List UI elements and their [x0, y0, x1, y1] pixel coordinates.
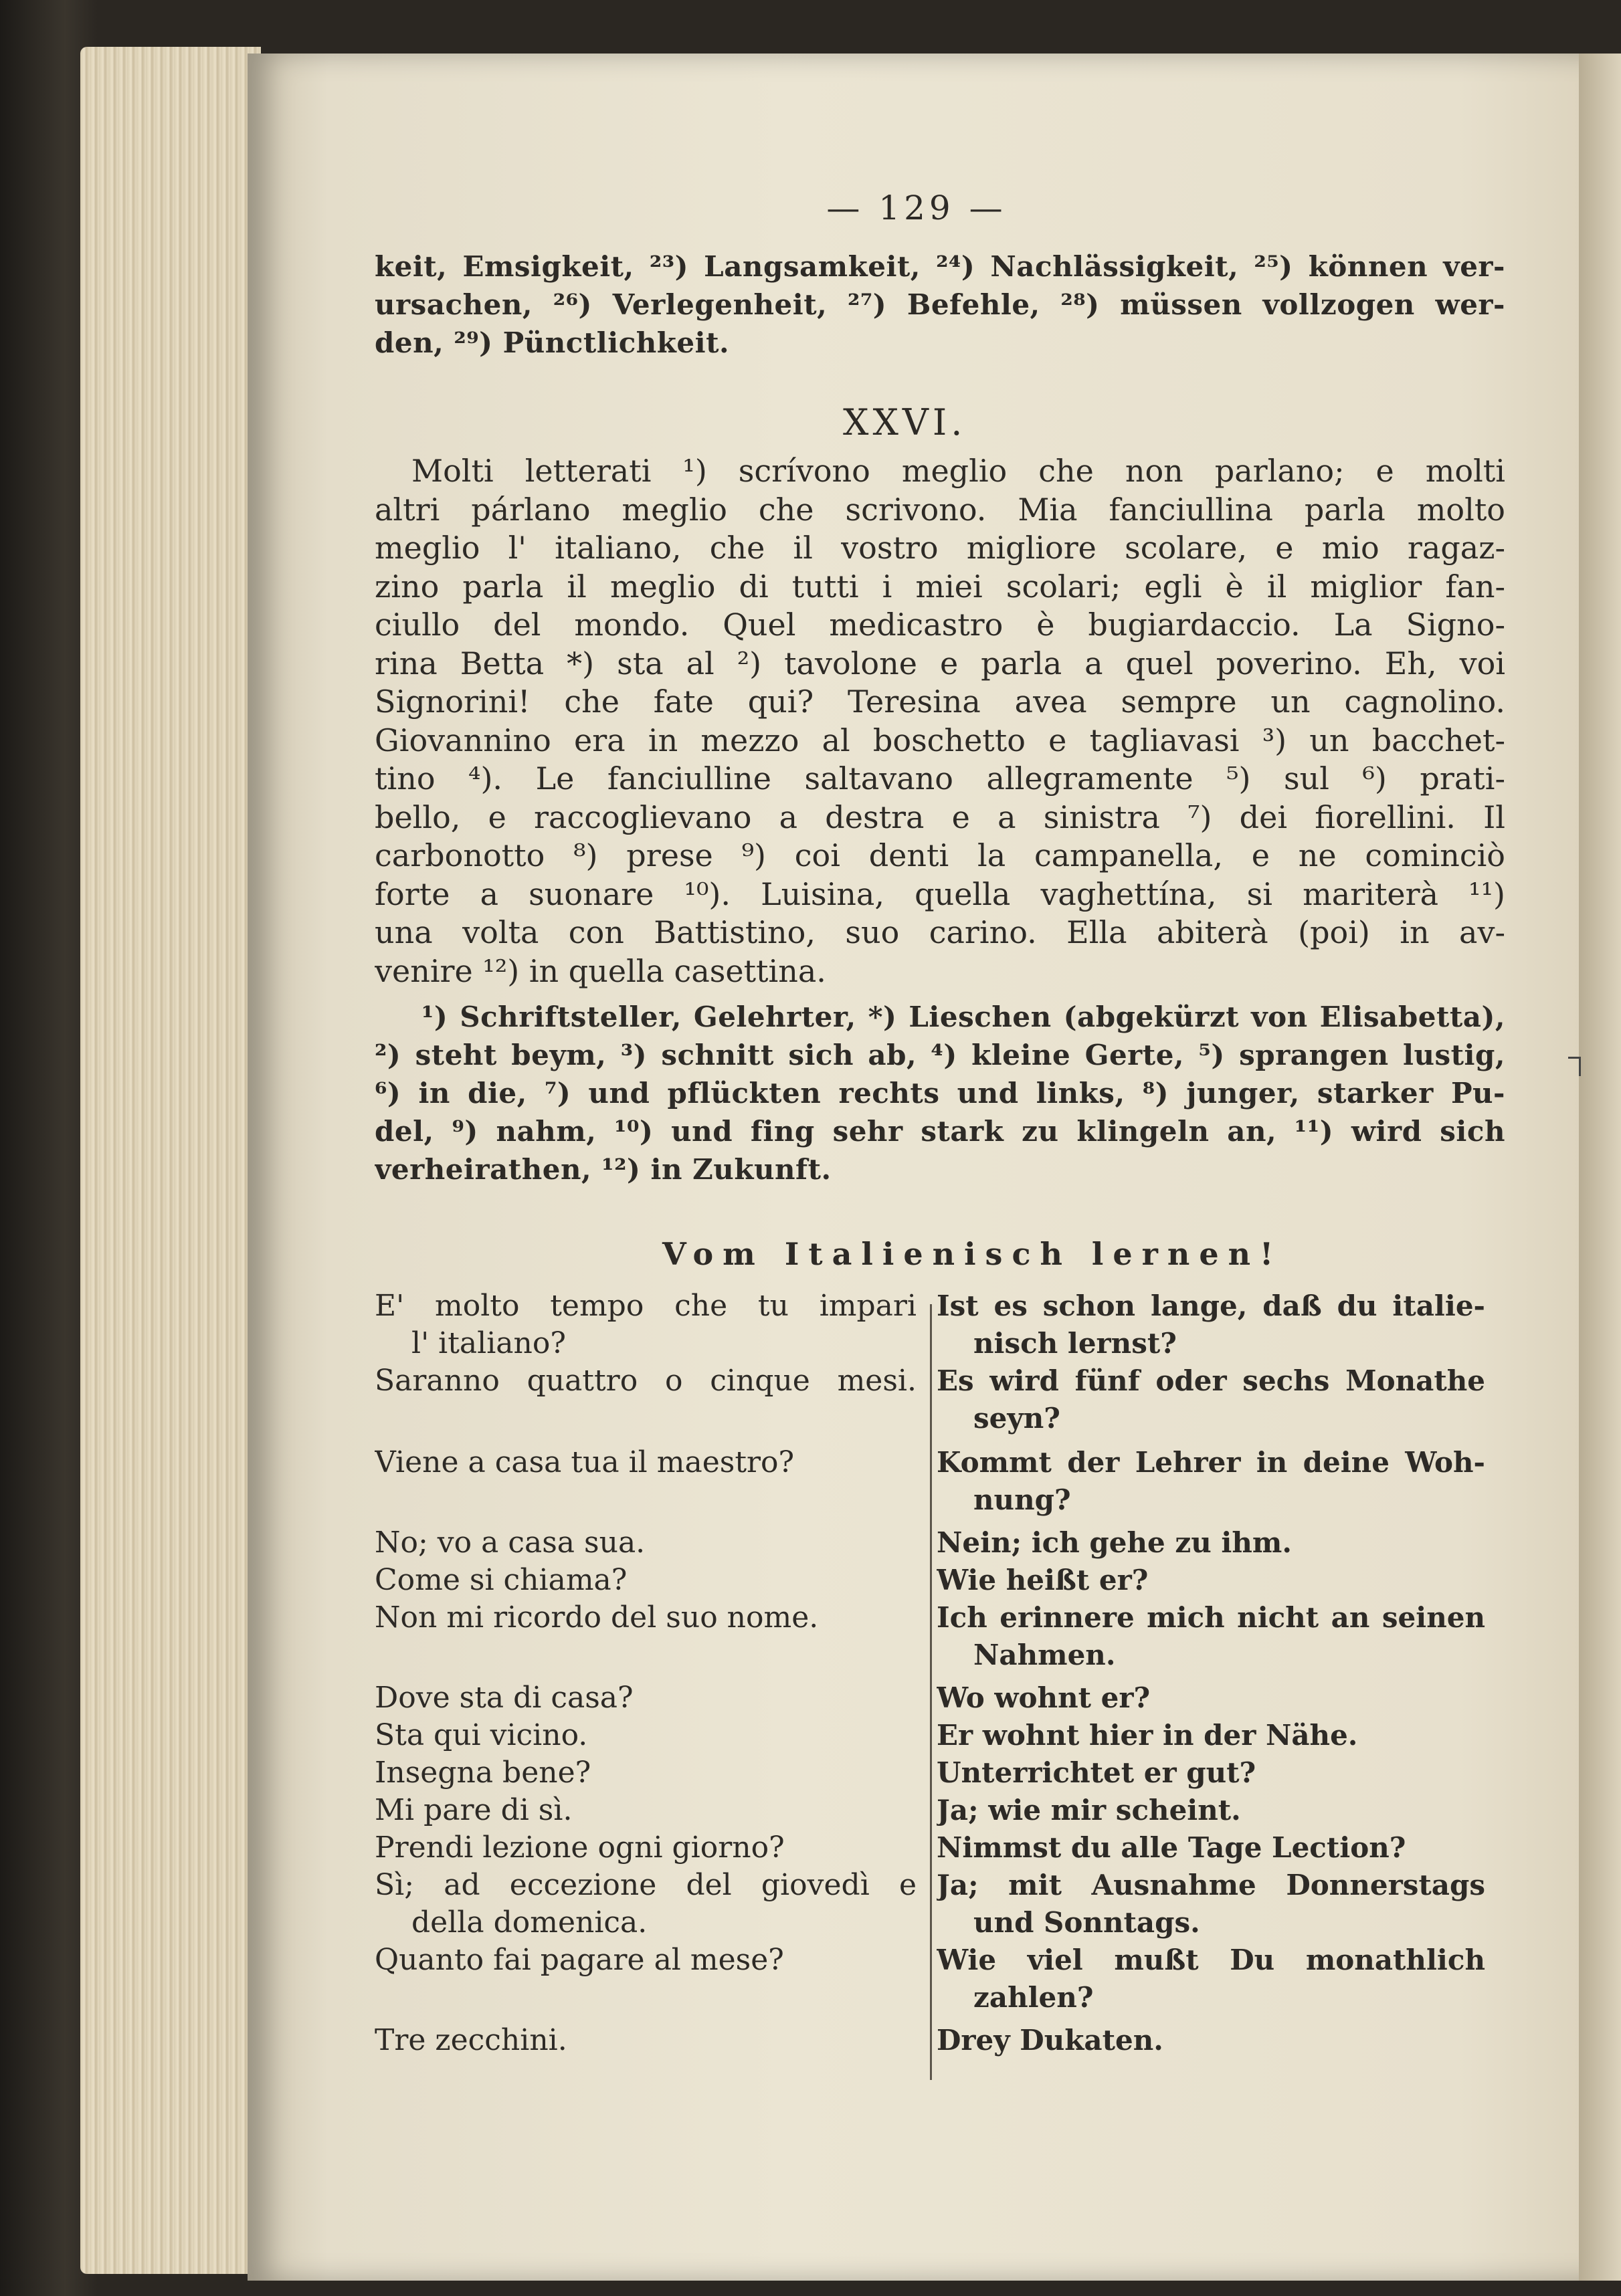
it-line: Tre zecchini.: [375, 2023, 567, 2057]
de-line: Ja; mit Ausnahme Donnerstags: [937, 1869, 1485, 1901]
text-line: tino ⁴). Le fanciulline saltavano allegramente ⁵) sul ⁶) prati-: [375, 760, 1505, 797]
footnote-line: keit, Emsigkeit, ²³) Langsamkeit, ²⁴) Nachlässigkeit, ²⁵) können ver-: [375, 250, 1505, 283]
de-line: Drey Dukaten.: [937, 2024, 1163, 2057]
de-line: Ich erinnere mich nicht an seinen: [937, 1601, 1485, 1634]
it-line: Mi pare di sì.: [375, 1793, 573, 1827]
dialogue-it: [375, 1867, 917, 1942]
text-line: Molti letterati ¹) scrívono meglio che non parlano; e molti: [411, 453, 1505, 489]
text-line: rina Betta *) sta al ²) tavolone e parla a quel poverino. Eh, voi: [375, 645, 1505, 682]
footnote-line: verheirathen, ¹²) in Zukunft.: [375, 1153, 832, 1186]
dialogue-de: [937, 1599, 1485, 1674]
it-line: Dove sta di casa?: [375, 1681, 634, 1715]
dialogue-de: [937, 1717, 1485, 1754]
text-line: Giovannino era in mezzo al boschetto e tagliavasi ³) un bacchet-: [375, 722, 1505, 758]
it-line: No; vo a casa sua.: [375, 1526, 646, 1560]
it-line: Insegna bene?: [375, 1756, 591, 1790]
dialogue-it: [375, 1679, 917, 1717]
de-line: Unterrichtet er gut?: [937, 1756, 1256, 1789]
text-line: venire ¹²) in quella casettina.: [375, 952, 826, 989]
it-line: Prendi lezione ogni giorno?: [375, 1831, 785, 1865]
text-line: carbonotto ⁸) prese ⁹) coi denti la campanella, e ne cominciò: [375, 837, 1505, 873]
it-line: Sta qui vicino.: [375, 1718, 588, 1752]
de-line: Kommt der Lehrer in deine Woh-: [937, 1446, 1485, 1479]
dialogue-de: [937, 1792, 1485, 1829]
text-line: meglio l' italiano, che il vostro migliore scolare, e mio ragaz-: [375, 530, 1505, 566]
dialogue-de: [937, 1754, 1485, 1792]
dialogue-it: [375, 1792, 917, 1829]
it-line: Sì; ad eccezione del giovedì e: [375, 1868, 917, 1902]
dialogue-it: [375, 1562, 917, 1599]
de-line: Es wird fünf oder sechs Monathe: [937, 1364, 1485, 1397]
dialogue-it: [375, 1829, 917, 1867]
column-divider: [930, 1304, 932, 2080]
dialogue-it: [375, 1717, 917, 1754]
text-line: Signorini! che fate qui? Teresina avea sempre un cagnolino.: [375, 684, 1505, 720]
dialogue-it: [375, 1754, 917, 1792]
de-line: Nein; ich gehe zu ihm.: [937, 1526, 1292, 1559]
dialogue-it: [375, 1599, 917, 1637]
footnote-line: del, ⁹) nahm, ¹⁰) und fing sehr stark zu klingeln an, ¹¹) wird sich: [375, 1115, 1505, 1148]
de-line: Wo wohnt er?: [937, 1681, 1151, 1714]
dialogue-heading: Vom Italienisch lernen!: [662, 1236, 1283, 1272]
de-line: Wie heißt er?: [937, 1564, 1149, 1596]
dialogue-de: [937, 1524, 1485, 1562]
german-footnotes: [375, 998, 1505, 1188]
it-line: della domenica.: [411, 1905, 648, 1940]
text-line: zino parla il meglio di tutti i miei scolari; egli è il miglior fan-: [375, 568, 1505, 605]
de-line: Wie viel mußt Du monathlich: [937, 1944, 1485, 1976]
de-line: Ist es schon lange, daß du italie-: [937, 1289, 1485, 1322]
margin-mark: [1568, 1057, 1581, 1076]
text-line: bello, e raccoglievano a destra e a sinistra ⁷) dei fiorellini. Il: [375, 799, 1505, 835]
it-line: l' italiano?: [411, 1326, 566, 1360]
de-line: Nimmst du alle Tage Lection?: [937, 1831, 1406, 1864]
dialogue-de: [937, 1942, 1485, 2016]
dialogue-de: [937, 2022, 1485, 2059]
de-line: Nahmen.: [973, 1639, 1116, 1671]
chapter-heading: XXVI.: [843, 401, 967, 443]
footnote-line: ¹) Schriftsteller, Gelehrter, *) Lieschen (abgekürzt von Elisabetta),: [421, 1001, 1505, 1033]
dialogue-it: [375, 1444, 917, 1481]
next-page-edge: [1579, 54, 1621, 2281]
de-line: seyn?: [973, 1402, 1060, 1435]
de-line: Ja; wie mir scheint.: [937, 1794, 1241, 1827]
it-line: Quanto fai pagare al mese?: [375, 1943, 784, 1977]
de-line: und Sonntags.: [973, 1906, 1200, 1939]
dialogue-de: [937, 1867, 1485, 1942]
footnote-line: den, ²⁹) Pünctlichkeit.: [375, 326, 730, 359]
text-line: altri párlano meglio che scrivono. Mia fanciullina parla molto: [375, 491, 1505, 528]
it-line: Non mi ricordo del suo nome.: [375, 1600, 819, 1635]
dialogue-it: [375, 1287, 917, 1362]
italian-paragraph: [375, 452, 1505, 990]
dialogue-de: [937, 1444, 1485, 1519]
it-line: Viene a casa tua il maestro?: [375, 1445, 795, 1479]
it-line: Come si chiama?: [375, 1563, 628, 1597]
dialogue-de: [937, 1362, 1485, 1437]
footnote-line: ⁶) in die, ⁷) und pflückten rechts und links, ⁸) junger, starker Pu-: [375, 1077, 1505, 1110]
dialogue-it: [375, 1524, 917, 1562]
dialogue-de: [937, 1829, 1485, 1867]
dialogue-it: [375, 1942, 917, 1979]
it-line: E' molto tempo che tu impari: [375, 1289, 917, 1323]
page-number: — 129 —: [826, 189, 1007, 227]
de-line: zahlen?: [973, 1981, 1094, 2014]
text-line: forte a suonare ¹⁰). Luisina, quella vaghettína, si mariterà ¹¹): [375, 875, 1505, 912]
dialogue-de: [937, 1287, 1485, 1362]
dialogue-it: [375, 1362, 917, 1400]
de-line: Er wohnt hier in der Nähe.: [937, 1719, 1358, 1752]
footnote-line: ²) steht beym, ³) schnitt sich ab, ⁴) kleine Gerte, ⁵) sprangen lustig,: [375, 1039, 1505, 1071]
it-line: Saranno quattro o cinque mesi.: [375, 1364, 917, 1398]
page-edges: [80, 47, 261, 2274]
de-line: nisch lernst?: [973, 1327, 1177, 1360]
footnote-line: ursachen, ²⁶) Verlegenheit, ²⁷) Befehle, ²⁸) müssen vollzogen wer-: [375, 288, 1505, 321]
text-line: ciullo del mondo. Quel medicastro è bugiardaccio. La Signo-: [375, 607, 1505, 643]
dialogue-de: [937, 1679, 1485, 1717]
dialogue-de: [937, 1562, 1485, 1599]
top-footnotes: [375, 247, 1505, 362]
text-line: una volta con Battistino, suo carino. Ella abiterà (poi) in av-: [375, 914, 1505, 950]
de-line: nung?: [973, 1483, 1071, 1516]
dialogue-it: [375, 2022, 917, 2059]
